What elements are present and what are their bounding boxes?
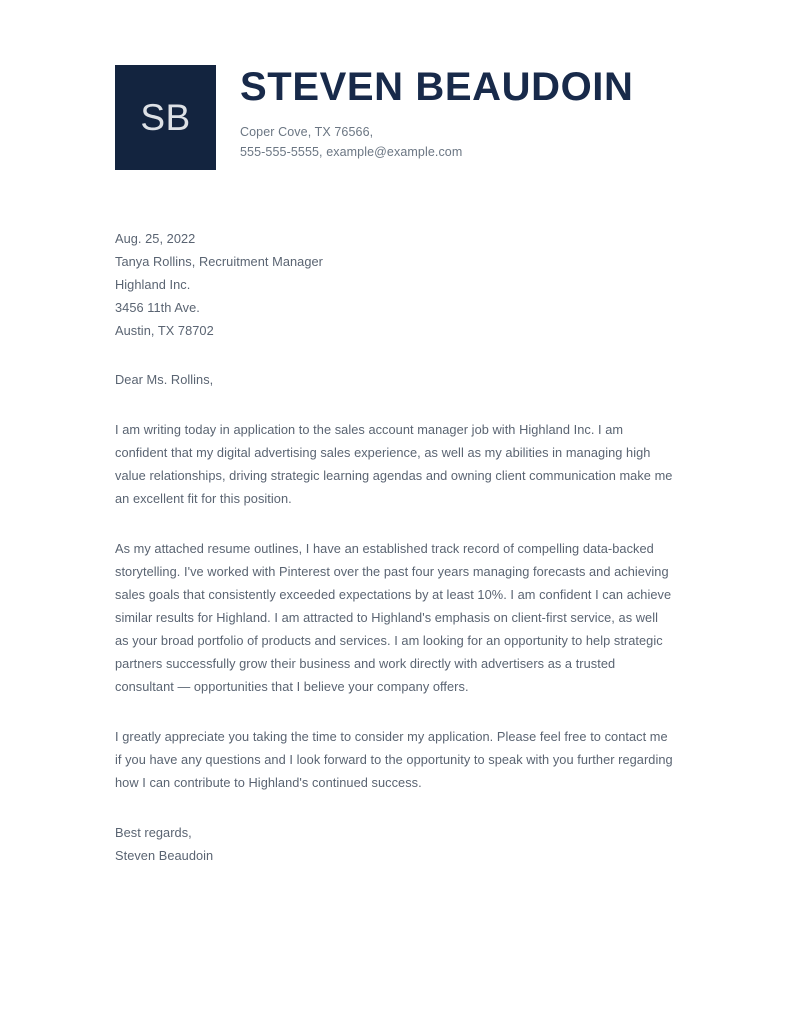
page-title: STEVEN BEAUDOIN bbox=[240, 65, 634, 109]
salutation: Dear Ms. Rollins, bbox=[115, 372, 214, 387]
monogram-logo bbox=[115, 65, 216, 170]
recipient-company: Highland Inc. bbox=[115, 277, 191, 292]
letterhead bbox=[115, 65, 675, 170]
letter-paragraph-1: I am writing today in application to the sales account manager job with Highland Inc. I am confident that my digital advertising sales experience, as well as my abilities in managing high value relationships, driving strategic learning agendas and owning client communication make me an excellent fit for this position. bbox=[115, 422, 673, 506]
closing-phrase: Best regards, bbox=[115, 825, 192, 840]
letter-body bbox=[115, 227, 673, 867]
contact-address-line: Coper Cove, TX 76566, bbox=[240, 124, 374, 139]
letter-paragraph-2: As my attached resume outlines, I have an established track record of compelling data-backed storytelling. I've worked with Pinterest over the past four years managing forecasts and achieving sales goals that consistently exceeded expectations by at least 10%. I am confident I can achieve similar results for Highland. I am attracted to Highland's emphasis on client-first service, as well as your broad portfolio of products and services. I am looking for an opportunity to help strategic partners successfully grow their business and work directly with advertisers as a trusted consultant — opportunities that I believe your company offers. bbox=[115, 541, 672, 694]
recipient-street: 3456 11th Ave. bbox=[115, 300, 200, 315]
addressee-block bbox=[115, 227, 673, 342]
signature-block bbox=[115, 821, 673, 867]
recipient-name-title: Tanya Rollins, Recruitment Manager bbox=[115, 254, 323, 269]
monogram-initials: SB bbox=[140, 97, 191, 138]
header-text-block bbox=[216, 65, 675, 162]
contact-phone-email-line: 555-555-5555, example@example.com bbox=[240, 144, 463, 159]
letter-paragraph-3: I greatly appreciate you taking the time to consider my application. Please feel free to contact me if you have any questions and I look forward to the opportunity to speak with you further regarding how I can contribute to Highland's continued success. bbox=[115, 729, 673, 790]
letter-date: Aug. 25, 2022 bbox=[115, 231, 196, 246]
recipient-city-state-zip: Austin, TX 78702 bbox=[115, 323, 214, 338]
signature-name: Steven Beaudoin bbox=[115, 848, 214, 863]
